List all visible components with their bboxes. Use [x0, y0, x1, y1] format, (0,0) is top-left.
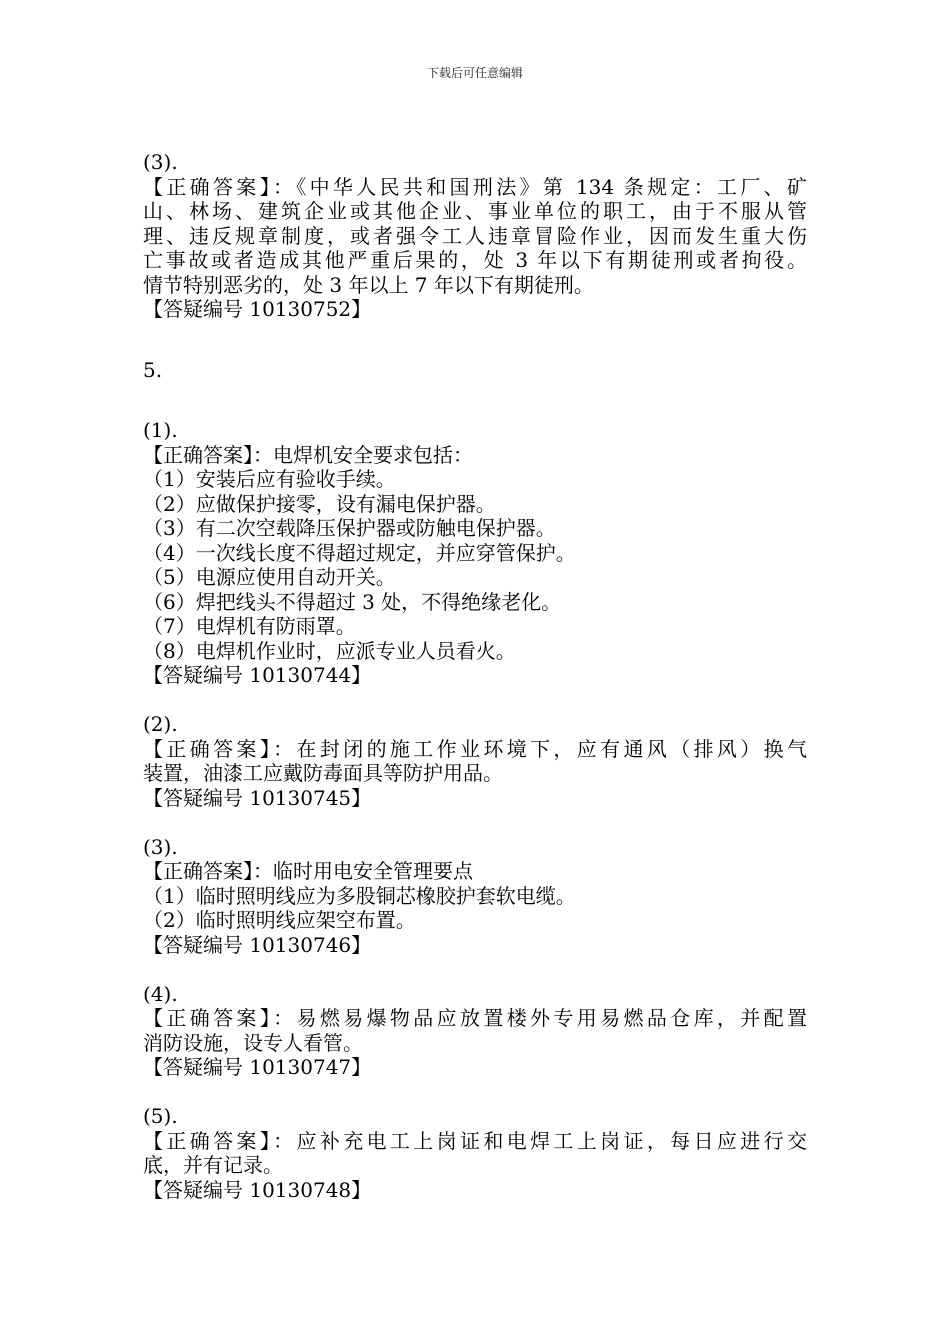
answer-line: 消防设施，设专人看管。	[143, 1030, 363, 1055]
reference-number: 【答疑编号 10130746】	[143, 932, 372, 957]
answer-line: 底，并有记录。	[143, 1153, 283, 1177]
reference-number: 【答疑编号 10130744】	[143, 663, 372, 687]
answer-line: （3）有二次空载降压保护器或防触电保护器。	[143, 516, 556, 540]
answer-block-5-1	[143, 418, 807, 688]
answer-line: （1）临时照明线应为多股铜芯橡胶护套软电缆。	[143, 883, 576, 908]
answer-line: （2）临时照明线应架空布置。	[143, 908, 416, 932]
question-label: (5).	[143, 1104, 178, 1128]
question-number: 5.	[143, 357, 163, 382]
answer-line: （6）焊把线头不得超过 3 处，不得绝缘老化。	[143, 589, 562, 614]
document-body	[143, 150, 807, 1202]
answer-line: 【正确答案】：在封闭的施工作业环境下，应有通风（排风）换气	[143, 736, 807, 761]
question-label: (4).	[143, 981, 178, 1006]
answer-block-prev-3	[143, 150, 807, 322]
answer-block-5-2	[143, 712, 807, 810]
answer-line: （2）应做保护接零，设有漏电保护器。	[143, 491, 496, 516]
answer-line: 【正确答案】：应补充电工上岗证和电焊工上岗证，每日应进行交	[143, 1128, 807, 1153]
answer-line: 理、违反规章制度，或者强令工人违章冒险作业，因而发生重大伤	[143, 223, 807, 248]
answer-block-5-5	[143, 1104, 807, 1202]
answer-line: （5）电源应使用自动开关。	[143, 565, 396, 589]
answer-line: （7）电焊机有防雨罩。	[143, 614, 356, 638]
question-label: (2).	[143, 712, 178, 736]
question-label: (1).	[143, 418, 178, 442]
reference-number: 【答疑编号 10130747】	[143, 1055, 372, 1079]
reference-number: 【答疑编号 10130752】	[143, 297, 372, 321]
answer-block-5-4	[143, 982, 807, 1080]
answer-line: 【正确答案】：易燃易爆物品应放置楼外专用易燃品仓库，并配置	[143, 1006, 807, 1030]
answer-line: 装置，油漆工应戴防毒面具等防护用品。	[143, 761, 503, 785]
answer-line: （8）电焊机作业时，应派专业人员看火。	[143, 638, 516, 663]
answer-line: 山、林场、建筑企业或其他企业、事业单位的职工，由于不服从管	[143, 199, 807, 223]
question-label: (3).	[143, 150, 178, 174]
answer-line: 【正确答案】：《中华人民共和国刑法》第 134 条规定：工厂、矿	[143, 174, 807, 199]
answer-line: （1）安装后应有验收手续。	[143, 467, 396, 491]
reference-number: 【答疑编号 10130748】	[143, 1177, 372, 1202]
reference-number: 【答疑编号 10130745】	[143, 785, 372, 810]
answer-line: 【正确答案】：临时用电安全管理要点	[143, 859, 473, 883]
page-header: 下载后可任意编辑	[426, 66, 523, 80]
answer-line: （4）一次线长度不得超过规定，并应穿管保护。	[143, 540, 576, 565]
answer-block-5-3	[143, 835, 807, 958]
question-label: (3).	[143, 834, 178, 859]
answer-line: 情节特别恶劣的，处 3 年以上 7 年以下有期徒刑。	[143, 272, 594, 297]
answer-line: 【正确答案】：电焊机安全要求包括：	[143, 442, 473, 467]
answer-line: 亡事故或者造成其他严重后果的，处 3 年以下有期徒刑或者拘役。	[143, 248, 807, 272]
